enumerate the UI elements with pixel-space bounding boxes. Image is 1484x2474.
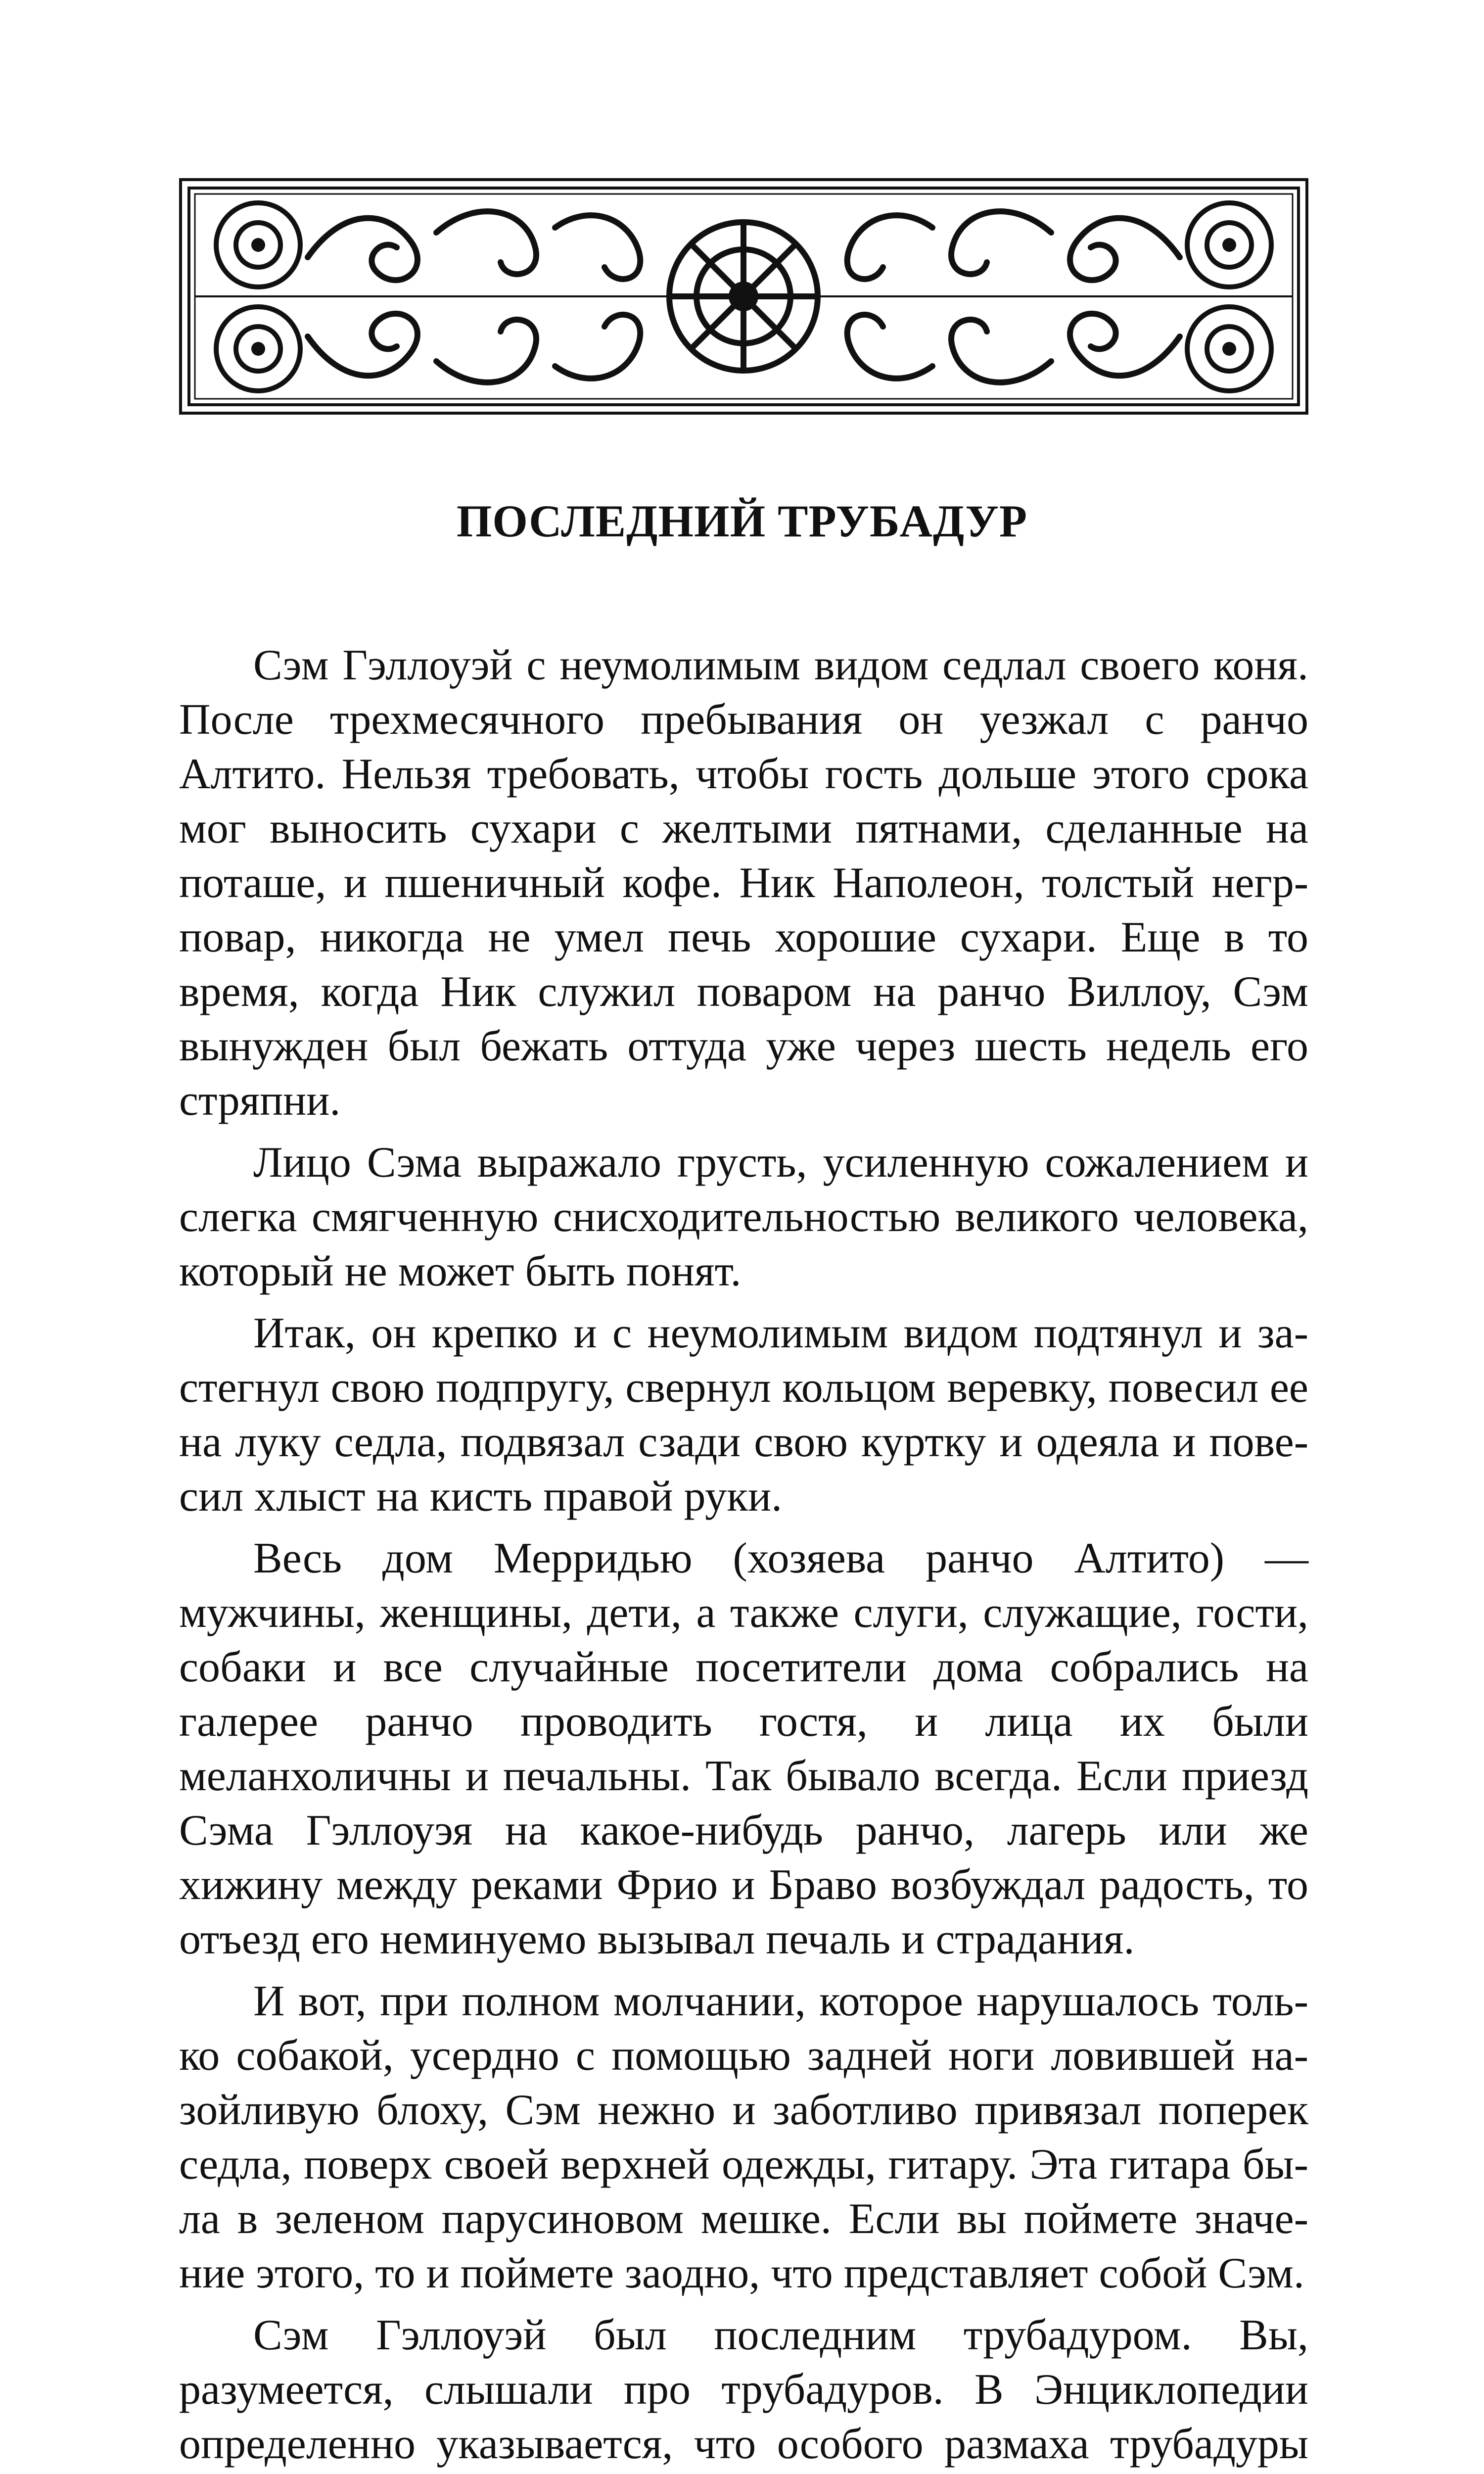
paragraph: Весь дом Мерридью (хозяева ранчо Алтито) — мужчины, женщины, дети, а также слуги, служащие, гости, собаки и все случайные посетители дома собрались на галерее ранчо проводить гостя, и лица их были меланхоличны и печальны. Так бывало всегда. Если приезд Сэма Гэллоуэя на какое-нибудь ранчо, лагерь или же хижину между реками Фрио и Браво возбуждал радость, то отъезд его неминуемо вызывал печаль и страдания.	[179, 1534, 1308, 1963]
chapter-title: ПОСЛЕДНИЙ ТРУБАДУР	[456, 496, 1028, 546]
paragraph: Сэм Гэллоуэй с неумолимым видом седлал своего коня. После трехмесячного пребывания он уезжал с ранчо Алтито. Нельзя требовать, чтобы гость дольше этого срока мог выносить сухари с желтыми пятнами, сделанные на поташе, и пшеничный кофе. Ник Наполеон, толстый негр-повар, никогда не умел печь хорошие сухари. Еще в то время, когда Ник служил поваром на ранчо Виллоу, Сэм вынужден был бежать оттуда уже через шесть недель его стряпни.	[179, 641, 1308, 1125]
body-text	[179, 638, 1308, 2474]
paragraph: Сэм Гэллоуэй был последним трубадуром. Вы, разумеется, слышали про трубадуров. В Энциклопедии определенно указывается, что особого размаха трубадуры	[179, 2311, 1308, 2468]
paragraph: Итак, он крепко и с неумолимым видом подтянул и застегнул свою подпругу, свернул кольцом веревку, повесил ее на луку седла, подвязал сзади свою куртку и одеяла и повесил хлыст на кисть правой руки.	[179, 1309, 1308, 1521]
paragraph: И вот, при полном молчании, которое нарушалось только собакой, усердно с помощью задней ноги ловившей назойливую блоху, Сэм нежно и заботливо привязал поперек седла, поверх своей верхней одежды, гитару. Эта гитара была в зеленом парусиновом мешке. Если вы поймете значение этого, то и поймете заодно, что представляет собой Сэм.	[179, 1977, 1308, 2297]
paragraph: Лицо Сэма выражало грусть, усиленную сожалением и слегка смягченную снисходительностью великого человека, который не может быть понят.	[179, 1139, 1308, 1295]
decorative-headpiece-ornament	[179, 178, 1308, 415]
